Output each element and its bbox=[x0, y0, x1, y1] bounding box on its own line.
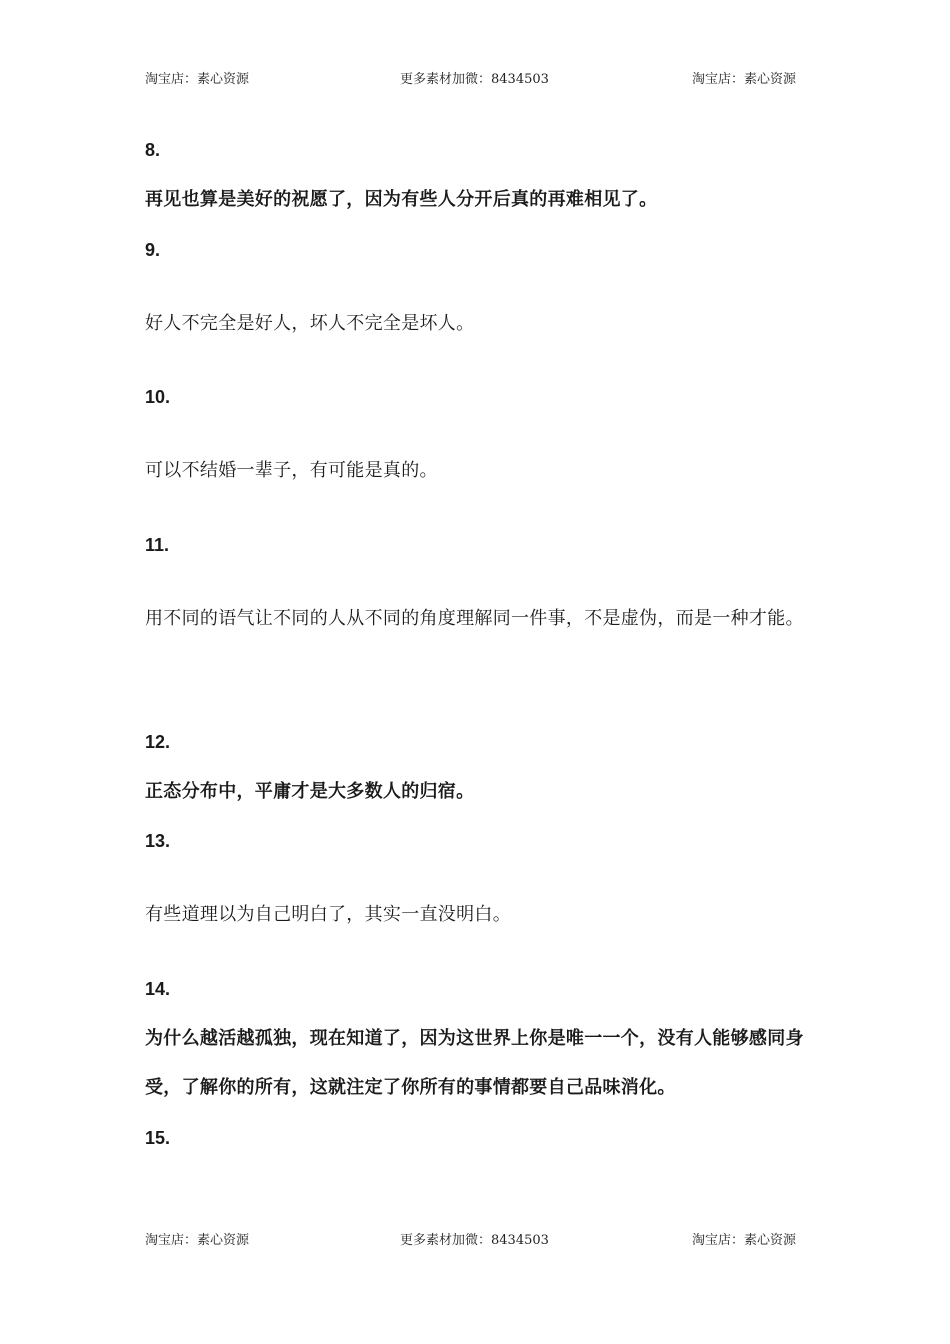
page-header bbox=[0, 68, 950, 92]
item-text-13: 有些道理以为自己明白了，其实一直没明白。 bbox=[145, 904, 511, 925]
item-text-9: 好人不完全是好人，坏人不完全是坏人。 bbox=[145, 313, 475, 334]
footer-shop-right: 淘宝店：素心资源 bbox=[692, 1233, 797, 1248]
item-number-13: 13. bbox=[145, 831, 171, 851]
item-number-15: 15. bbox=[145, 1128, 171, 1148]
footer-contact: 更多素材加微：8434503 bbox=[400, 1233, 549, 1248]
item-number-14: 14. bbox=[145, 979, 171, 999]
item-text-11: 用不同的语气让不同的人从不同的角度理解同一件事，不是虚伪，而是一种才能。 bbox=[145, 608, 804, 629]
item-text-14: 为什么越活越孤独，现在知道了，因为这世界上你是唯一一个，没有人能够感同身受，了解你的所有，这就注定了你所有的事情都要自己品味消化。 bbox=[145, 1028, 804, 1098]
item-text-10: 可以不结婚一辈子，有可能是真的。 bbox=[145, 460, 438, 481]
item-number-11: 11. bbox=[145, 535, 170, 555]
footer-shop-left: 淘宝店：素心资源 bbox=[145, 1233, 250, 1248]
header-contact: 更多素材加微：8434503 bbox=[400, 72, 549, 87]
page-footer bbox=[0, 1229, 950, 1253]
item-number-10: 10. bbox=[145, 387, 171, 407]
header-shop-left: 淘宝店：素心资源 bbox=[145, 72, 250, 87]
item-text-8: 再见也算是美好的祝愿了，因为有些人分开后真的再难相见了。 bbox=[145, 189, 658, 210]
item-number-12: 12. bbox=[145, 732, 171, 752]
item-text-12: 正态分布中，平庸才是大多数人的归宿。 bbox=[145, 781, 475, 802]
item-number-9: 9. bbox=[145, 240, 161, 260]
header-shop-right: 淘宝店：素心资源 bbox=[692, 72, 797, 87]
item-number-8: 8. bbox=[145, 140, 161, 160]
